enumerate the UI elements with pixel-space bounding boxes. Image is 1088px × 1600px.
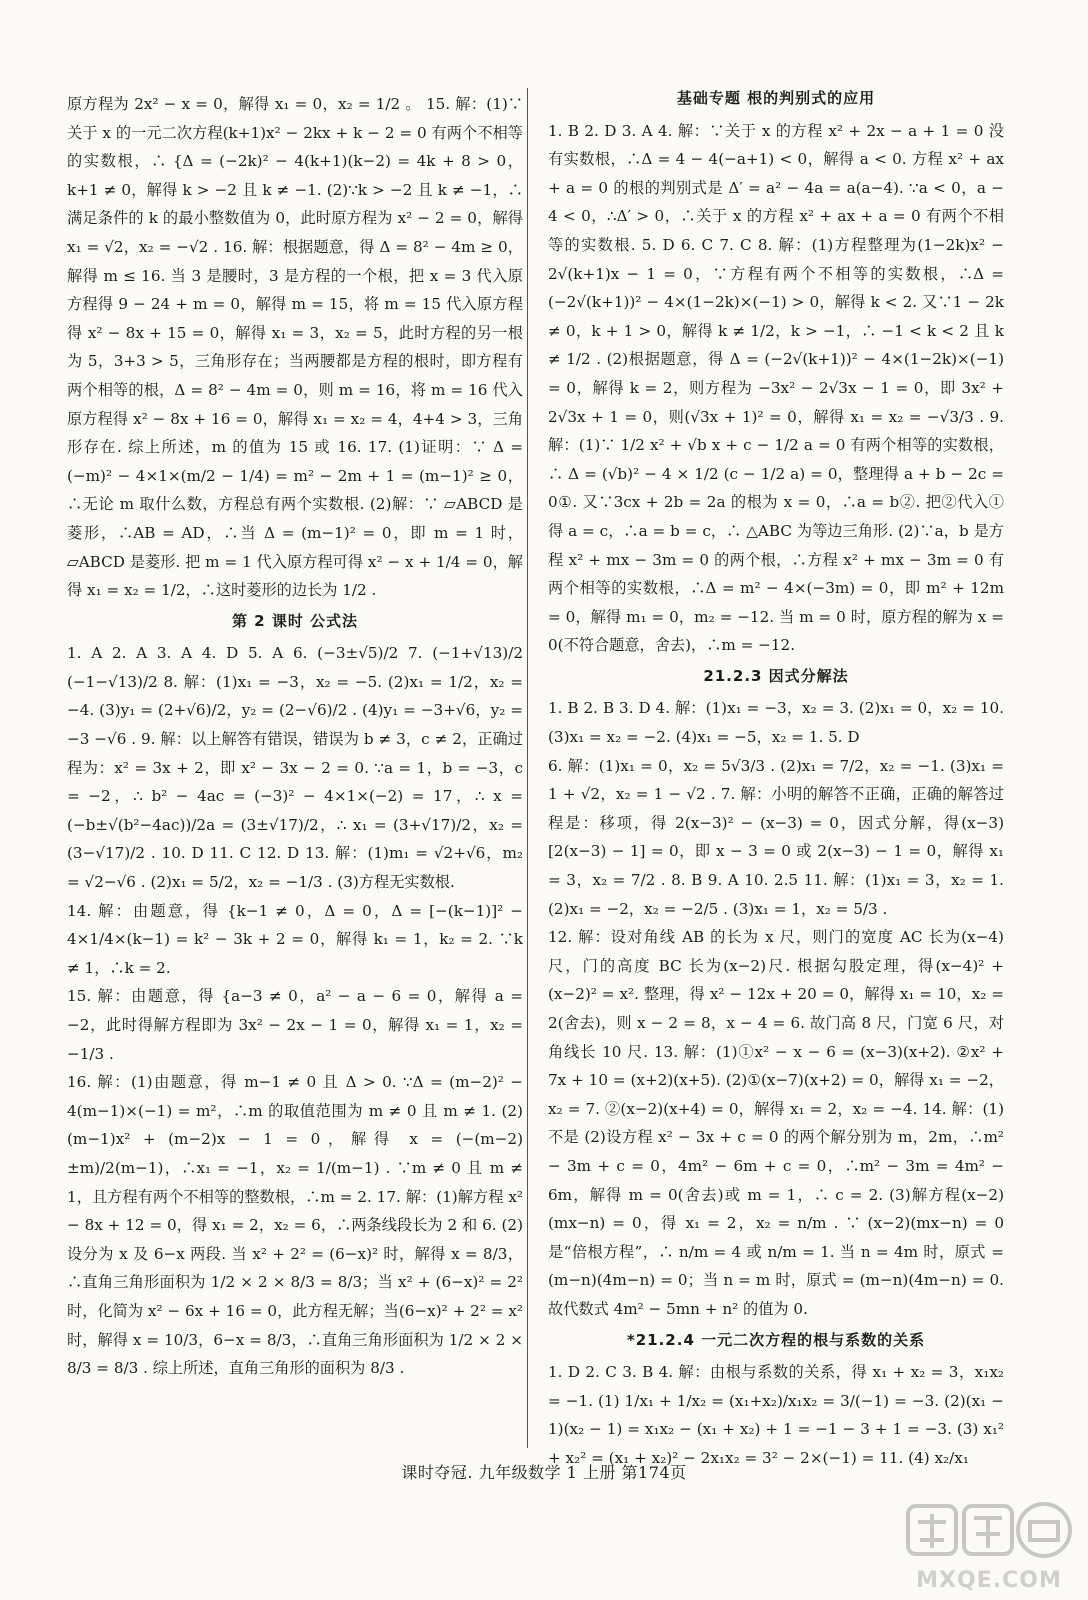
- watermark-logo: [900, 1500, 1075, 1592]
- section-heading-formula-method: 第 2 课时 公式法: [231, 611, 359, 630]
- watermark-site-text: MXQE.COM: [916, 1568, 1062, 1593]
- left-para-5: 16. 解：(1)由题意，得 m−1 ≠ 0 且 Δ > 0. ∵Δ = (m−2)² − 4(m−1)×(−1) = m²，∴m 的取值范围为 m ≠ 0 且 m ≠ 1. (2)(m−1)x² + (m−2)x − 1 = 0，解得 x = (−(m−2)±m)/2(m−1)，∴x₁ = −1，x₂ = 1/(m−1) . ∵m ≠ 0 且 m ≠ 1，且方程有两个不相等的整数根，∴m = 2. 17. 解：(1)解方程 x² − 8x + 12 = 0，得 x₁ = 2，x₂ = 6，∴两条线段长为 2 和 6. (2)设分为 x 及 6−x 两段. 当 x² + 2² = (6−x)² 时，解得 x = 8/3，∴直角三角形面积为 1/2 × 2 × 8/3 = 8/3；当 x² + (6−x)² = 2² 时，化简为 x² − 6x + 16 = 0，此方程无解；当(6−x)² + 2² = x² 时，解得 x = 10/3，6−x = 8/3，∴直角三角形面积为 1/2 × 2 × 8/3 = 8/3 . 综上所述，直角三角形的面积为 8/3 .: [67, 1073, 523, 1378]
- watermark-logo-icon: [900, 1500, 1075, 1570]
- left-para-4: 15. 解：由题意，得 {a−3 ≠ 0，a² − a − 6 = 0，解得 a = −2，此时得解方程即为 3x² − 2x − 1 = 0，解得 x₁ = 1，x₂ = −1/3 .: [67, 987, 523, 1063]
- right-para-3: 6. 解：(1)x₁ = 0，x₂ = 5√3/3 . (2)x₁ = 7/2，x₂ = −1. (3)x₁ = 1 + √2，x₂ = 1 − √2 . 7. 解：小明的解答不正确，正确的解答过程是：移项，得 2(x−3)² − (x−3) = 0，因式分解，得(x−3)[2(x−3) − 1] = 0，即 x − 3 = 0 或 2(x−3) − 1 = 0，解得 x₁ = 3，x₂ = 7/2 . 8. B 9. A 10. 2.5 11. 解：(1)x₁ = 3，x₂ = 1. (2)x₁ = −2，x₂ = −2/5 . (3)x₁ = 1，x₂ = 5/3 .: [548, 756, 1004, 918]
- right-para-5: 1. D 2. C 3. B 4. 解：由根与系数的关系，得 x₁ + x₂ = 3，x₁x₂ = −1. (1) 1/x₁ + 1/x₂ = (x₁+x₂)/x₁x₂ = 3/(−1) = −3. (2)(x₁ − 1)(x₂ − 1) = x₁x₂ − (x₁ + x₂) + 1 = −1 − 3 + 1 = −3. (3) x₁² + x₂² = (x₁ + x₂)² − 2x₁x₂ = 3² − 2×(−1) = 11. (4) x₂/x₁: [548, 1363, 1004, 1467]
- section-heading-factoring: 21.2.3 因式分解法: [703, 666, 849, 685]
- section-heading-discriminant: 基础专题 根的判别式的应用: [676, 89, 876, 107]
- left-para-1: 原方程为 2x² − x = 0，解得 x₁ = 0，x₂ = 1/2 。 15. 解：(1)∵关于 x 的一元二次方程(k+1)x² − 2kx + k − 2 = 0 有两个不相等的实数根，∴ {Δ = (−2k)² − 4(k+1)(k−2) = 4k + 8 > 0，k+1 ≠ 0，解得 k > −2 且 k ≠ −1. (2)∵k > −2 且 k ≠ −1，∴满足条件的 k 的最小整数值为 0，此时原方程为 x² − 2 = 0，解得 x₁ = √2，x₂ = −√2 . 16. 解：根据题意，得 Δ = 8² − 4m ≥ 0，解得 m ≤ 16. 当 3 是腰时，3 是方程的一个根，把 x = 3 代入原方程得 9 − 24 + m = 0，解得 m = 15，将 m = 15 代入原方程得 x² − 8x + 15 = 0，解得 x₁ = 3，x₂ = 5，此时方程的另一根为 5，3+3 > 5，三角形存在；当两腰都是方程的根时，即方程有两个相等的根，Δ = 8² − 4m = 0，则 m = 16，将 m = 16 代入原方程得 x² − 8x + 16 = 0，解得 x₁ = x₂ = 4，4+4 > 3，三角形存在. 综上所述，m 的值为 15 或 16. 17. (1)证明：∵ Δ = (−m)² − 4×1×(m/2 − 1/4) = m² − 2m + 1 = (m−1)² ≥ 0，∴无论 m 取什么数，方程总有两个实数根. (2)解：∵ ▱ABCD 是菱形，∴AB = AD，∴当 Δ = (m−1)² = 0，即 m = 1 时，▱ABCD 是菱形. 把 m = 1 代入原方程可得 x² − x + 1/4 = 0，解得 x₁ = x₂ = 1/2，∴这时菱形的边长为 1/2 .: [67, 95, 523, 600]
- left-para-2: 1. A 2. A 3. A 4. D 5. A 6. (−3±√5)/2 7. (−1+√13)/2 (−1−√13)/2 8. 解：(1)x₁ = −3，x₂ = −5. (2)x₁ = 1/2，x₂ = −4. (3)y₁ = (2+√6)/2，y₂ = (2−√6)/2 . (4)y₁ = −3+√6，y₂ = −3 −√6 . 9. 解：以上解答有错误，错误为 b ≠ 3，c ≠ 2，正确过程为：x² = 3x + 2，即 x² − 3x − 2 = 0. ∵a = 1，b = −3，c = −2，∴ b² − 4ac = (−3)² − 4×1×(−2) = 17，∴ x = (−b±√(b²−4ac))/2a = (3±√17)/2，∴ x₁ = (3+√17)/2，x₂ = (3−√17)/2 . 10. D 11. C 12. D 13. 解：(1)m₁ = √2+√6，m₂ = √2−√6 . (2)x₁ = 5/2，x₂ = −1/3 . (3)方程无实数根.: [67, 644, 523, 892]
- left-para-3: 14. 解：由题意，得 {k−1 ≠ 0，Δ = 0，Δ = [−(k−1)]² − 4×1/4×(k−1) = k² − 3k + 2 = 0，解得 k₁ = 1，k₂ = 2. ∵k ≠ 1，∴k = 2.: [67, 901, 523, 977]
- right-para-2: 1. B 2. B 3. D 4. 解：(1)x₁ = −3，x₂ = 3. (2)x₁ = 0，x₂ = 10. (3)x₁ = x₂ = −2. (4)x₁ = −5，x₂ = 1. 5. D: [548, 699, 1004, 747]
- right-column: [548, 90, 1004, 1473]
- left-column: [67, 90, 523, 1383]
- right-para-1: 1. B 2. D 3. A 4. 解：∵关于 x 的方程 x² + 2x − a + 1 = 0 没有实数根，∴Δ = 4 − 4(−a+1) < 0，解得 a < 0. 方程 x² + ax + a = 0 的根的判别式是 Δ′ = a² − 4a = a(a−4). ∵a < 0，a − 4 < 0，∴Δ′ > 0，∴关于 x 的方程 x² + ax + a = 0 有两个不相等的实数根. 5. D 6. C 7. C 8. 解：(1)方程整理为(1−2k)x² − 2√(k+1)x − 1 = 0，∵方程有两个不相等的实数根，∴Δ = (−2√(k+1))² − 4×(1−2k)×(−1) > 0，解得 k < 2. 又∵1 − 2k ≠ 0，k + 1 > 0，解得 k ≠ 1/2，k > −1，∴ −1 < k < 2 且 k ≠ 1/2 . (2)根据题意，得 Δ = (−2√(k+1))² − 4×(1−2k)×(−1) = 0，解得 k = 2，则方程为 −3x² − 2√3x − 1 = 0，即 3x² + 2√3x + 1 = 0，则(√3x + 1)² = 0，解得 x₁ = x₂ = −√3/3 . 9. 解：(1)∵ 1/2 x² + √b x + c − 1/2 a = 0 有两个相等的实数根，∴ Δ = (√b)² − 4 × 1/2 (c − 1/2 a) = 0，整理得 a + b − 2c = 0①. 又∵3cx + 2b = 2a 的根为 x = 0，∴a = b②. 把②代入①得 a = c，∴a = b = c，∴ △ABC 为等边三角形. (2)∵a，b 是方程 x² + mx − 3m = 0 的两个根，∴方程 x² + mx − 3m = 0 有两个相等的实数根，∴Δ = m² − 4×(−3m) = 0，即 m² + 12m = 0，解得 m₁ = 0，m₂ = −12. 当 m = 0 时，原方程的解为 x = 0(不符合题意，舍去)，∴m = −12.: [548, 121, 1004, 655]
- section-heading-vieta: *21.2.4 一元二次方程的根与系数的关系: [626, 1330, 926, 1349]
- right-para-4: 12. 解：设对角线 AB 的长为 x 尺，则门的宽度 AC 长为(x−4)尺，门的高度 BC 长为(x−2)尺. 根据勾股定理，得(x−4)² + (x−2)² = x². 整理，得 x² − 12x + 20 = 0，解得 x₁ = 10，x₂ = 2(舍去)，则 x − 2 = 8，x − 4 = 6. 故门高 8 尺，门宽 6 尺，对角线长 10 尺. 13. 解：(1)①x² − x − 6 = (x−3)(x+2). ②x² + 7x + 10 = (x+2)(x+5). (2)①(x−7)(x+2) = 0，解得 x₁ = −2，x₂ = 7. ②(x−2)(x+4) = 0，解得 x₁ = 2，x₂ = −4. 14. 解：(1)不是 (2)设方程 x² − 3x + c = 0 的两个解分别为 m，2m，∴m² − 3m + c = 0，4m² − 6m + c = 0，∴m² − 3m = 4m² − 6m，解得 m = 0(舍去)或 m = 1，∴ c = 2. (3)解方程(x−2)(mx−n) = 0，得 x₁ = 2，x₂ = n/m . ∵ (x−2)(mx−n) = 0 是“倍根方程”，∴ n/m = 4 或 n/m = 1. 当 n = 4m 时，原式 = (m−n)(4m−n) = 0；当 n = m 时，原式 = (m−n)(4m−n) = 0. 故代数式 4m² − 5mn + n² 的值为 0.: [548, 928, 1004, 1318]
- page-footer: 课时夺冠. 九年级数学 1 上册 第174页: [401, 1463, 687, 1482]
- column-divider: [527, 88, 528, 1448]
